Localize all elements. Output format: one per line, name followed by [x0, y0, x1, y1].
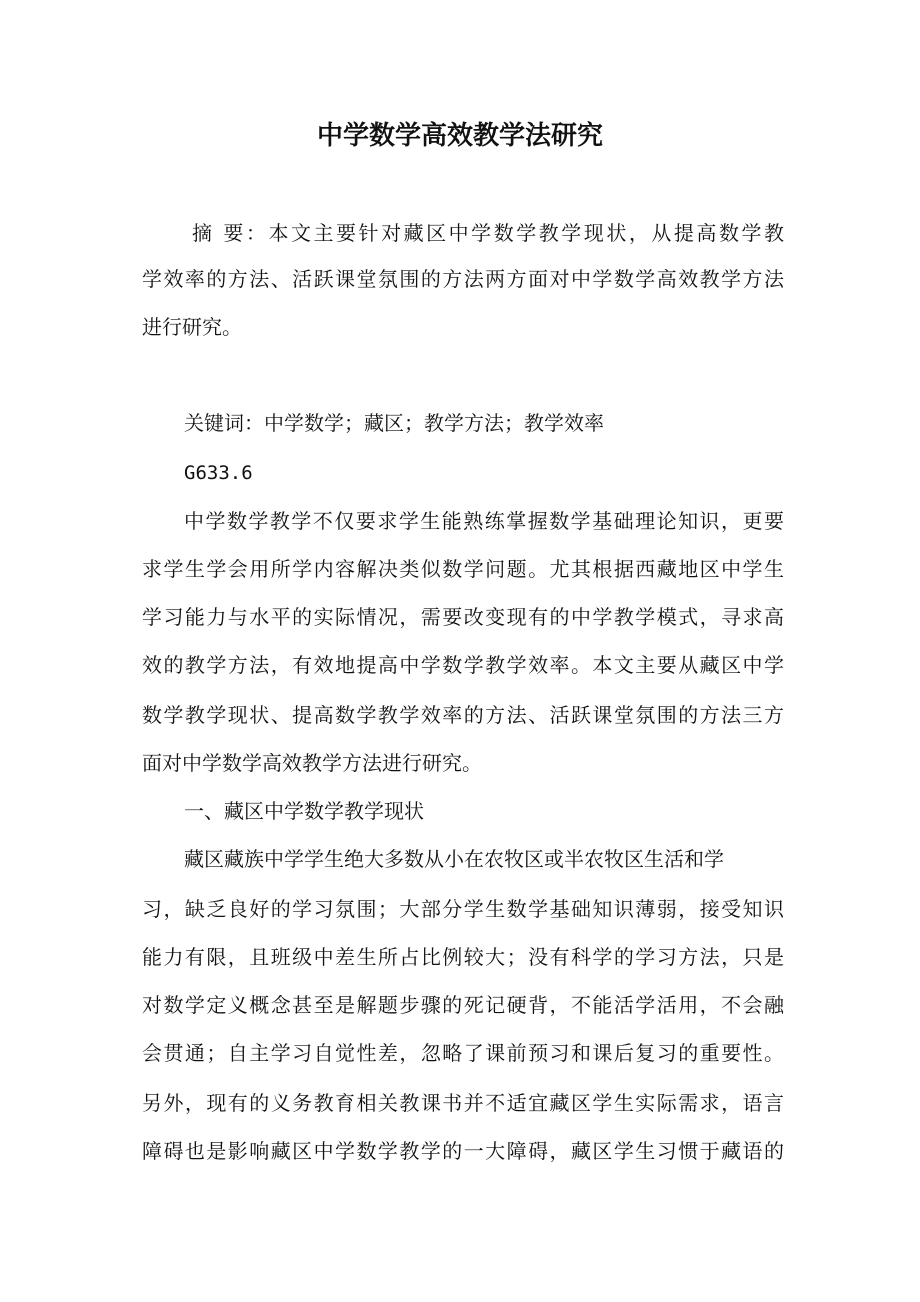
abstract-line: 进行研究。: [142, 315, 242, 339]
section-line: 能力有限，且班级中差生所占比例较大；没有科学的学习方法，只是: [142, 945, 784, 969]
intro-line: 效的教学方法，有效地提高中学数学教学效率。本文主要从藏区中学: [142, 653, 784, 677]
intro-line: 中学数学教学不仅要求学生能熟练掌握数学基础理论知识，更要: [184, 509, 784, 533]
intro-line: 求学生学会用所学内容解决类似数学问题。尤其根据西藏地区中学生: [142, 557, 784, 581]
document-title: 中学数学高效教学法研究: [316, 121, 603, 151]
abstract-line: 摘 要：本文主要针对藏区中学数学教学现状，从提高数学教: [192, 221, 784, 245]
abstract-line: 学效率的方法、活跃课堂氛围的方法两方面对中学数学高效教学方法: [142, 267, 784, 291]
section-line: 藏区藏族中学学生绝大多数从小在农牧区或半农牧区生活和学: [184, 847, 724, 871]
intro-line: 面对中学数学高效教学方法进行研究。: [142, 751, 482, 775]
classification-code: G633.6: [184, 462, 253, 484]
keywords-line: 关键词：中学数学；藏区；教学方法；教学效率: [184, 411, 604, 435]
intro-line: 学习能力与水平的实际情况，需要改变现有的中学教学模式，寻求高: [142, 605, 784, 629]
section-heading: 一、藏区中学数学教学现状: [184, 799, 424, 823]
section-line: 习，缺乏良好的学习氛围；大部分学生数学基础知识薄弱，接受知识: [142, 897, 784, 921]
section-line: 另外，现有的义务教育相关教课书并不适宜藏区学生实际需求，语言: [142, 1091, 784, 1115]
section-line: 障碍也是影响藏区中学数学教学的一大障碍，藏区学生习惯于藏语的: [142, 1139, 784, 1163]
intro-line: 数学教学现状、提高数学教学效率的方法、活跃课堂氛围的方法三方: [142, 703, 784, 727]
section-line: 会贯通；自主学习自觉性差，忽略了课前预习和课后复习的重要性。: [142, 1041, 784, 1065]
section-line: 对数学定义概念甚至是解题步骤的死记硬背，不能活学活用，不会融: [142, 993, 784, 1017]
